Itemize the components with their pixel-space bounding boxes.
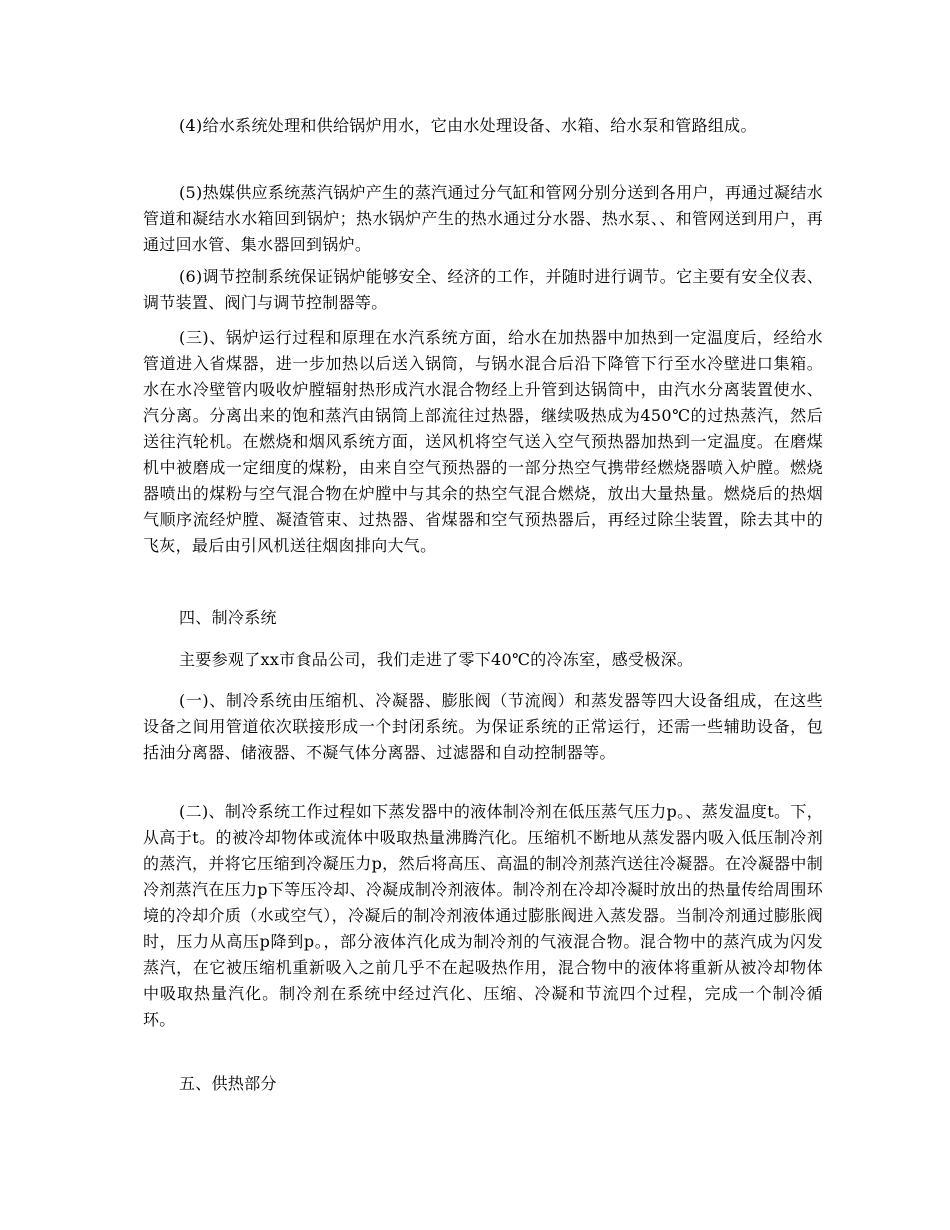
paragraph-control-system: (6)调节控制系统保证锅炉能够安全、经济的工作，并随时进行调节。它主要有安全仪表、调节装置、阀门与调节控制器等。 (143, 267, 823, 312)
paragraph-refrigeration-components: (一)、制冷系统由压缩机、冷凝器、膨胀阀（节流阀）和蒸发器等四大设备组成，在这些设备之间用管道依次联接形成一个封闭系统。为保证系统的正常运行，还需一些辅助设备，包括油分离器、储液器、不凝气体分离器、过滤器和自动控制器等。 (143, 691, 823, 762)
section-heading-heating: 五、供热部分 (179, 1074, 277, 1093)
paragraph-heat-medium-supply: (5)热媒供应系统蒸汽锅炉产生的蒸汽通过分气缸和管网分别分送到各用户，再通过凝结水管道和凝结水水箱回到锅炉；热水锅炉产生的热水通过分水器、热水泵、、和管网送到用户，再通过回水管、集水器回到锅炉。 (143, 183, 823, 254)
section-heading-refrigeration: 四、制冷系统 (179, 608, 277, 627)
paragraph-refrigeration-process: (二)、制冷系统工作过程如下蒸发器中的液体制冷剂在低压蒸气压力p。、蒸发温度t。下，从高于t。的被冷却物体或流体中吸取热量沸腾汽化。压缩机不断地从蒸发器内吸入低压制冷剂的蒸汽，并将它压缩到冷凝压力p，然后将高压、高温的制冷剂蒸汽送往冷凝器。在冷凝器中制冷剂蒸汽在压力p下等压冷却、冷凝成制冷剂液体。制冷剂在冷却冷凝时放出的热量传给周围环境的冷却介质（水或空气），冷凝后的制冷剂液体通过膨胀阀进入蒸发器。当制冷剂通过膨胀阀时，压力从高压p降到p。，部分液体汽化成为制冷剂的气液混合物。混合物中的蒸汽成为闪发蒸汽，在它被压缩机重新吸入之前几乎不在起吸热作用，混合物中的液体将重新从被冷却物体中吸取热量汽化。制冷剂在系统中经过汽化、压缩、冷凝和节流四个过程，完成一个制冷循环。 (143, 802, 823, 1029)
paragraph-boiler-operation: (三)、锅炉运行过程和原理在水汽系统方面，给水在加热器中加热到一定温度后，经给水管道进入省煤器，进一步加热以后送入锅筒，与锅水混合后沿下降管下行至水冷壁进口集箱。水在水冷壁管内吸收炉膛辐射热形成汽水混合物经上升管到达锅筒中，由汽水分离装置使水、汽分离。分离出来的饱和蒸汽由锅筒上部流往过热器，继续吸热成为450℃的过热蒸汽，然后送往汽轮机。在燃烧和烟风系统方面，送风机将空气送入空气预热器加热到一定温度。在磨煤机中被磨成一定细度的煤粉，由来自空气预热器的一部分热空气携带经燃烧器喷入炉膛。燃烧器喷出的煤粉与空气混合物在炉膛中与其余的热空气混合燃烧，放出大量热量。燃烧后的热烟气顺序流经炉膛、凝渣管束、过热器、省煤器和空气预热器后，再经过除尘装置，除去其中的飞灰，最后由引风机送往烟囱排向大气。 (143, 328, 823, 555)
paragraph-water-supply-system: (4)给水系统处理和供给锅炉用水，它由水处理设备、水箱、给水泵和管路组成。 (179, 116, 757, 135)
paragraph-visit-intro: 主要参观了xx市食品公司，我们走进了零下40℃的冷冻室，感受极深。 (179, 650, 694, 669)
